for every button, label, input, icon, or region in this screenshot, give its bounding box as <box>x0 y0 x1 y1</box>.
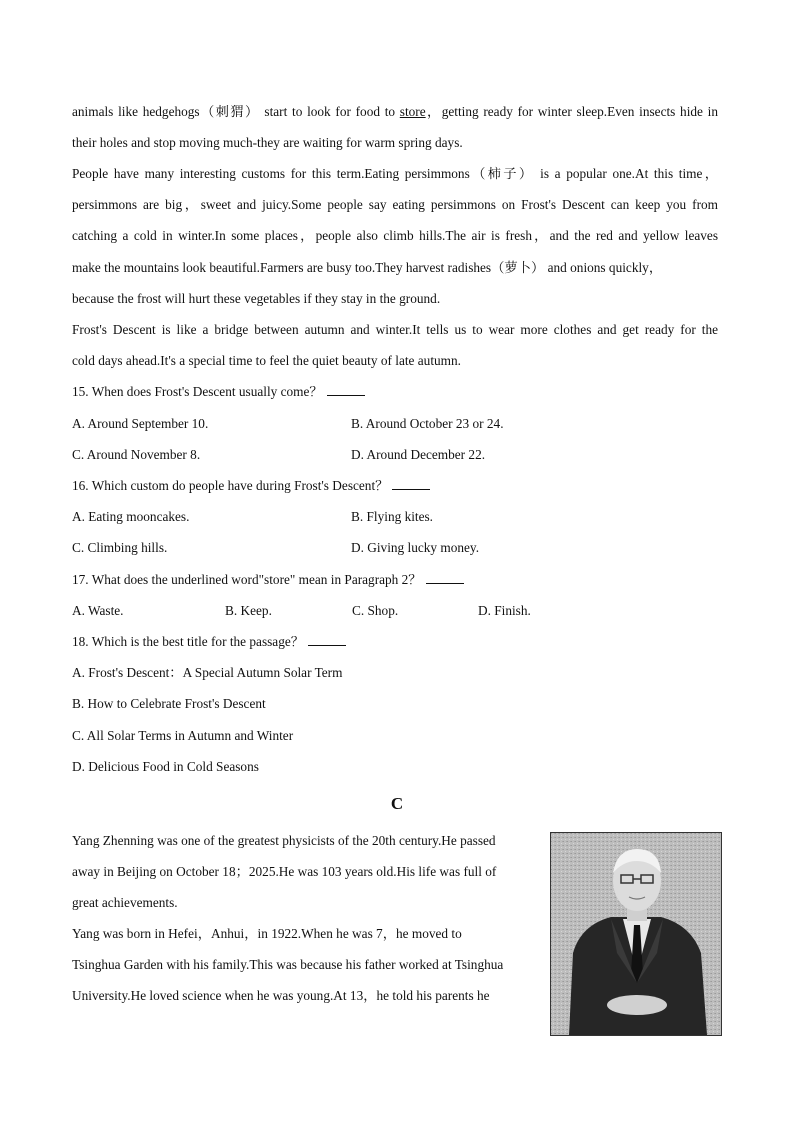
answer-blank[interactable] <box>426 572 464 584</box>
passage-line: because the frost will hurt these vegetables if they stay in the ground. <box>72 291 441 306</box>
question-number: 16. <box>72 478 89 493</box>
passage-line: Frost's Descent is like a bridge between autumn and winter.It tells us to wear more clothes and get ready for the <box>72 322 718 337</box>
passage-line <box>72 104 718 120</box>
answer-blank[interactable] <box>327 384 365 396</box>
option-b[interactable]: B. Flying kites. <box>351 509 434 524</box>
underlined-word: store <box>399 104 426 119</box>
question-17 <box>72 572 464 588</box>
passage-line: great achievements. <box>72 895 178 910</box>
passage-line: their holes and stop moving much-they are waiting for warm spring days. <box>72 135 463 150</box>
option-a[interactable]: A. Waste. <box>72 603 124 618</box>
passage-text: ，getting ready for winter sleep.Even insects hide in <box>425 104 719 119</box>
option-d[interactable]: D. Finish. <box>478 603 531 618</box>
passage-line: Yang Zhenning was one of the greatest physicists of the 20th century.He passed <box>72 833 496 848</box>
passage-line: away in Beijing on October 18；2025.He was 103 years old.His life was full of <box>72 864 497 879</box>
option-b[interactable]: B. Keep. <box>225 603 272 618</box>
passage-text: animals like hedgehogs（刺猬） start to look for food to <box>72 104 400 119</box>
question-text: Which custom do people have during Frost's Descent？ <box>91 478 389 493</box>
question-text: What does the underlined word"store" mean in Paragraph 2？ <box>91 572 422 587</box>
question-text: When does Frost's Descent usually come？ <box>91 384 323 399</box>
option-d[interactable]: D. Delicious Food in Cold Seasons <box>72 759 259 774</box>
question-18 <box>72 634 346 650</box>
passage-line: University.He loved science when he was young.At 13，he told his parents he <box>72 988 490 1003</box>
question-number: 18. <box>72 634 89 649</box>
option-b[interactable]: B. Around October 23 or 24. <box>351 416 504 431</box>
passage-line: Yang was born in Hefei，Anhui，in 1922.When he was 7，he moved to <box>72 926 462 941</box>
passage-line: make the mountains look beautiful.Farmers are busy too.They harvest radishes（萝卜） and onions quickly， <box>72 260 663 275</box>
passage-line: Tsinghua Garden with his family.This was because his father worked at Tsinghua <box>72 957 504 972</box>
portrait-photo <box>550 832 722 1036</box>
option-c[interactable]: C. Climbing hills. <box>72 540 168 555</box>
option-b[interactable]: B. How to Celebrate Frost's Descent <box>72 696 266 711</box>
answer-blank[interactable] <box>392 478 430 490</box>
option-d[interactable]: D. Around December 22. <box>351 447 486 462</box>
question-number: 17. <box>72 572 89 587</box>
option-c[interactable]: C. Shop. <box>352 603 399 618</box>
section-heading: C <box>390 794 404 813</box>
question-16 <box>72 478 430 494</box>
answer-blank[interactable] <box>308 634 346 646</box>
option-a[interactable]: A. Frost's Descent：A Special Autumn Solar Term <box>72 665 343 680</box>
option-d[interactable]: D. Giving lucky money. <box>351 540 480 555</box>
question-text: Which is the best title for the passage？ <box>91 634 305 649</box>
passage-line: persimmons are big，sweet and juicy.Some people say eating persimmons on Frost's Descent can keep you from <box>72 197 718 212</box>
portrait-illustration <box>551 833 721 1035</box>
option-a[interactable]: A. Around September 10. <box>72 416 209 431</box>
question-15 <box>72 384 365 400</box>
option-a[interactable]: A. Eating mooncakes. <box>72 509 190 524</box>
passage-line: cold days ahead.It's a special time to feel the quiet beauty of late autumn. <box>72 353 461 368</box>
option-c[interactable]: C. All Solar Terms in Autumn and Winter <box>72 728 294 743</box>
passage-line: People have many interesting customs for this term.Eating persimmons（柿子） is a popular one.At this time， <box>72 166 718 181</box>
passage-line: catching a cold in winter.In some places，people also climb hills.The air is fresh，and the red and yellow leaves <box>72 228 718 243</box>
question-number: 15. <box>72 384 89 399</box>
option-c[interactable]: C. Around November 8. <box>72 447 201 462</box>
